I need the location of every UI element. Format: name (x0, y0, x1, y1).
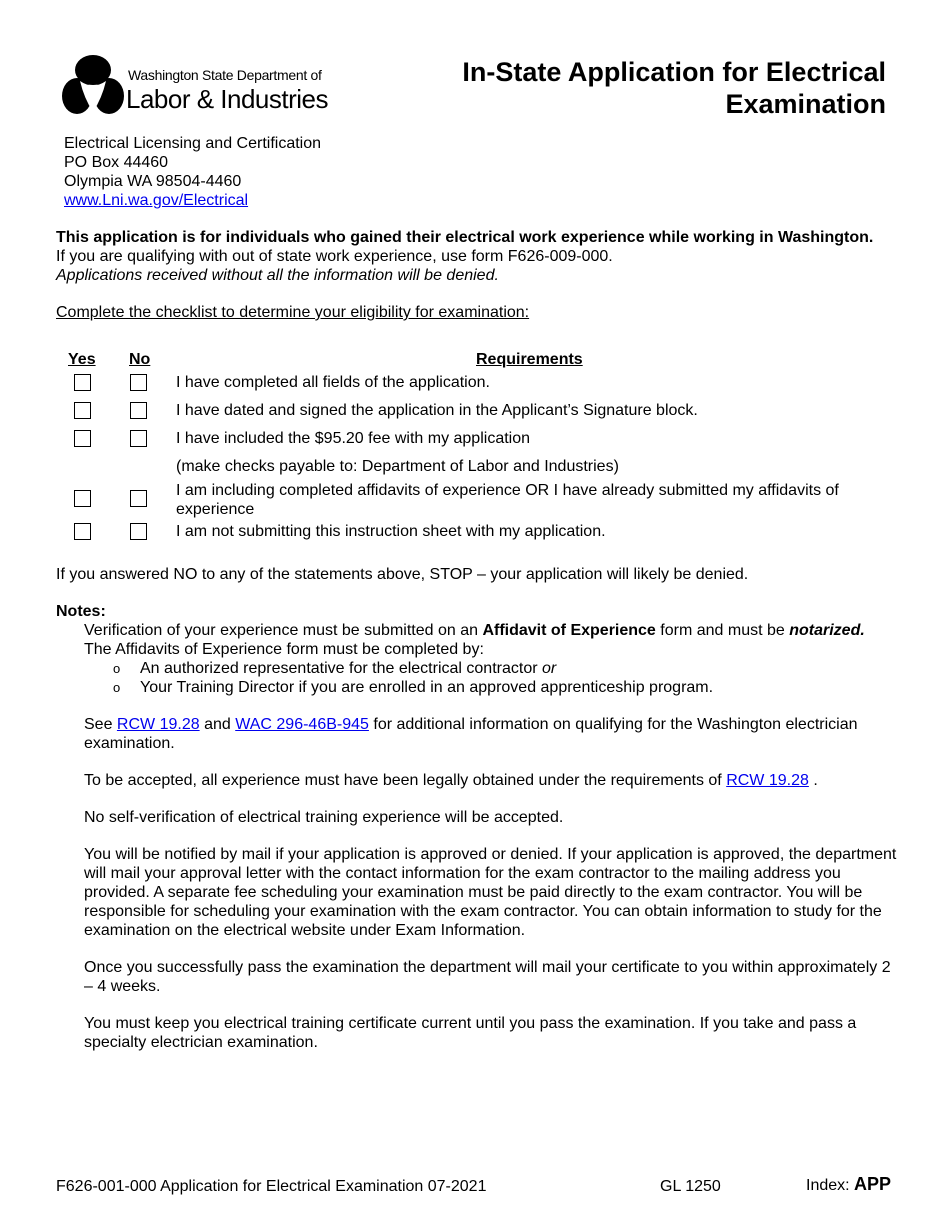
note-no-self-verification: No self-verification of electrical training experience will be accepted. (84, 809, 564, 826)
lni-logo-mark-icon (62, 54, 124, 118)
yes-checkbox-5[interactable] (74, 523, 91, 540)
website-link[interactable]: www.Lni.wa.gov/Electrical (64, 192, 249, 209)
yes-checkbox-4[interactable] (74, 490, 91, 507)
logo-line-2: Labor & Industries (126, 84, 329, 114)
address-block (64, 134, 321, 210)
requirement-4: I am including completed affidavits of experience OR I have already submitted my affidavits of experience (176, 482, 839, 518)
affidavit-list (84, 659, 900, 697)
notes-heading: Notes: (56, 603, 106, 620)
no-checkbox-3[interactable] (130, 430, 147, 447)
footer-gl: GL 1250 (660, 1178, 721, 1195)
note-keep-certificate: You must keep you electrical training certificate current until you pass the examination. If you take and pass a specialty electrician examination. (84, 1015, 857, 1051)
note-see-rcw: See RCW 19.28 and WAC 296-46B-945 for additional information on qualifying for the Washington electrician examination. (84, 716, 858, 752)
yes-checkbox-3[interactable] (74, 430, 91, 447)
yes-header: Yes (68, 351, 96, 368)
list-item: o An authorized representative for the electrical contractor or (84, 659, 900, 678)
no-checkbox-5[interactable] (130, 523, 147, 540)
no-checkbox-1[interactable] (130, 374, 147, 391)
address-line-2: PO Box 44460 (64, 154, 169, 171)
note-affidavit-line: The Affidavits of Experience form must be completed by: (84, 641, 484, 658)
footer-index: Index: APP (806, 1174, 892, 1194)
requirement-1: I have completed all fields of the application. (176, 374, 490, 391)
address-line-1: Electrical Licensing and Certification (64, 135, 322, 152)
requirement-3: I have included the $95.20 fee with my application (176, 430, 531, 447)
list-item: o Your Training Director if you are enrolled in an approved apprenticeship program. (84, 678, 900, 697)
logo-line-1: Washington State Department of (128, 67, 322, 83)
no-checkbox-4[interactable] (130, 490, 147, 507)
note-verification: Verification of your experience must be submitted on an Affidavit of Experience form and must be notarized. (84, 622, 865, 639)
requirements-header: Requirements (476, 351, 583, 368)
note-certificate: Once you successfully pass the examination the department will mail your certificate to you within approximately 2 – 4 weeks. (84, 959, 891, 995)
notes-body (84, 621, 900, 1070)
footer-index-value: APP (854, 1174, 892, 1194)
intro-line-3: Applications received without all the information will be denied. (56, 267, 499, 284)
intro-line-2: If you are qualifying with out of state work experience, use form F626-009-000. (56, 248, 613, 265)
page-title: In-State Application for Electrical Examination (462, 57, 886, 119)
rcw-link[interactable]: RCW 19.28 (116, 716, 200, 733)
requirement-3-subtext: (make checks payable to: Department of Labor and Industries) (176, 458, 619, 475)
requirement-2: I have dated and signed the application in the Applicant’s Signature block. (176, 402, 698, 419)
footer-form-number: F626-001-000 Application for Electrical Examination 07-2021 (56, 1178, 487, 1195)
checklist-intro: Complete the checklist to determine your eligibility for examination: (56, 304, 530, 321)
note-notified: You will be notified by mail if your application is approved or denied. If your application is approved, the department will mail your approval letter with the contact information for the exam contractor to the mailing address you provided. A separate fee scheduling your examination must be paid directly to the exam contractor. You will be responsible for scheduling your examination with the exam contractor. You can obtain information to study for the examination on the electrical website under Exam Information. (84, 846, 897, 939)
intro-bold: This application is for individuals who gained their electrical work experience while working in Washington. (56, 229, 874, 246)
no-header: No (129, 351, 151, 368)
intro-block (56, 228, 906, 285)
note-accepted: To be accepted, all experience must have been legally obtained under the requirements of RCW 19.28 . (84, 772, 818, 789)
address-line-3: Olympia WA 98504-4460 (64, 173, 242, 190)
requirement-5: I am not submitting this instruction sheet with my application. (176, 523, 606, 540)
rcw-link-2[interactable]: RCW 19.28 (726, 772, 809, 789)
stop-warning: If you answered NO to any of the statements above, STOP – your application will likely be denied. (56, 566, 749, 583)
yes-checkbox-1[interactable] (74, 374, 91, 391)
no-checkbox-2[interactable] (130, 402, 147, 419)
yes-checkbox-2[interactable] (74, 402, 91, 419)
wac-link[interactable]: WAC 296-46B-945 (235, 716, 369, 733)
